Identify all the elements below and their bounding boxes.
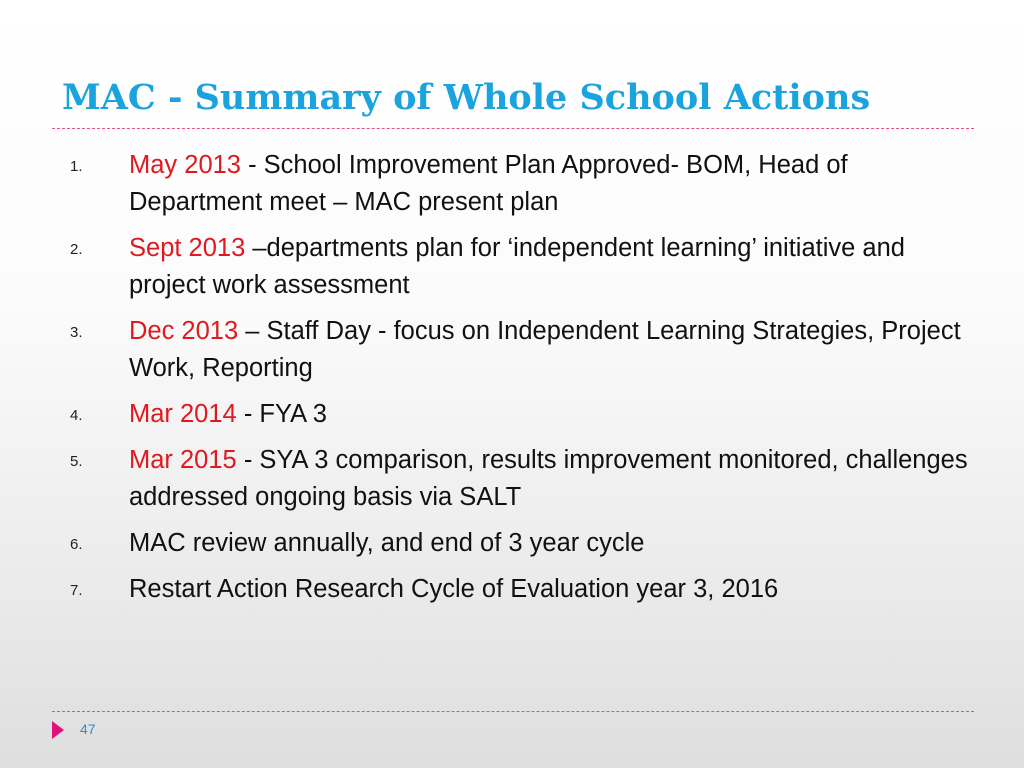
item-text: - School Improvement Plan Approved- BOM, Head of Department meet – MAC present plan	[129, 151, 848, 216]
item-number: 2.	[70, 241, 83, 258]
item-text: –departments plan for ‘independent learning’ initiative and project work assessment	[129, 234, 905, 299]
list-item	[66, 230, 976, 304]
item-text: MAC review annually, and end of 3 year cycle	[129, 529, 645, 557]
list-item	[66, 442, 976, 516]
list-item	[66, 396, 976, 433]
item-number: 7.	[70, 582, 83, 599]
item-date: Mar 2015	[129, 446, 237, 474]
item-number: 4.	[70, 407, 83, 424]
item-date: Dec 2013	[129, 317, 239, 345]
footer-divider	[52, 711, 974, 712]
item-number: 3.	[70, 324, 83, 341]
item-date: Sept 2013	[129, 234, 246, 262]
page-number: 47	[80, 721, 96, 737]
play-arrow-icon	[52, 721, 64, 739]
title-divider	[52, 128, 974, 129]
list-item	[66, 571, 976, 608]
item-number: 6.	[70, 536, 83, 553]
item-date: Mar 2014	[129, 400, 237, 428]
item-number: 1.	[70, 158, 83, 175]
action-list	[66, 147, 976, 617]
item-text: Restart Action Research Cycle of Evaluation year 3, 2016	[129, 575, 779, 603]
item-date: May 2013	[129, 151, 241, 179]
list-item	[66, 313, 976, 387]
item-text: – Staff Day - focus on Independent Learning Strategies, Project Work, Reporting	[129, 317, 961, 382]
item-text: - FYA 3	[236, 400, 327, 428]
list-item	[66, 525, 976, 562]
item-text: - SYA 3 comparison, results improvement monitored, challenges addressed ongoing basis via SALT	[129, 446, 968, 511]
item-number: 5.	[70, 453, 83, 470]
slide-title: MAC - Summary of Whole School Actions	[62, 77, 871, 118]
list-item	[66, 147, 976, 221]
